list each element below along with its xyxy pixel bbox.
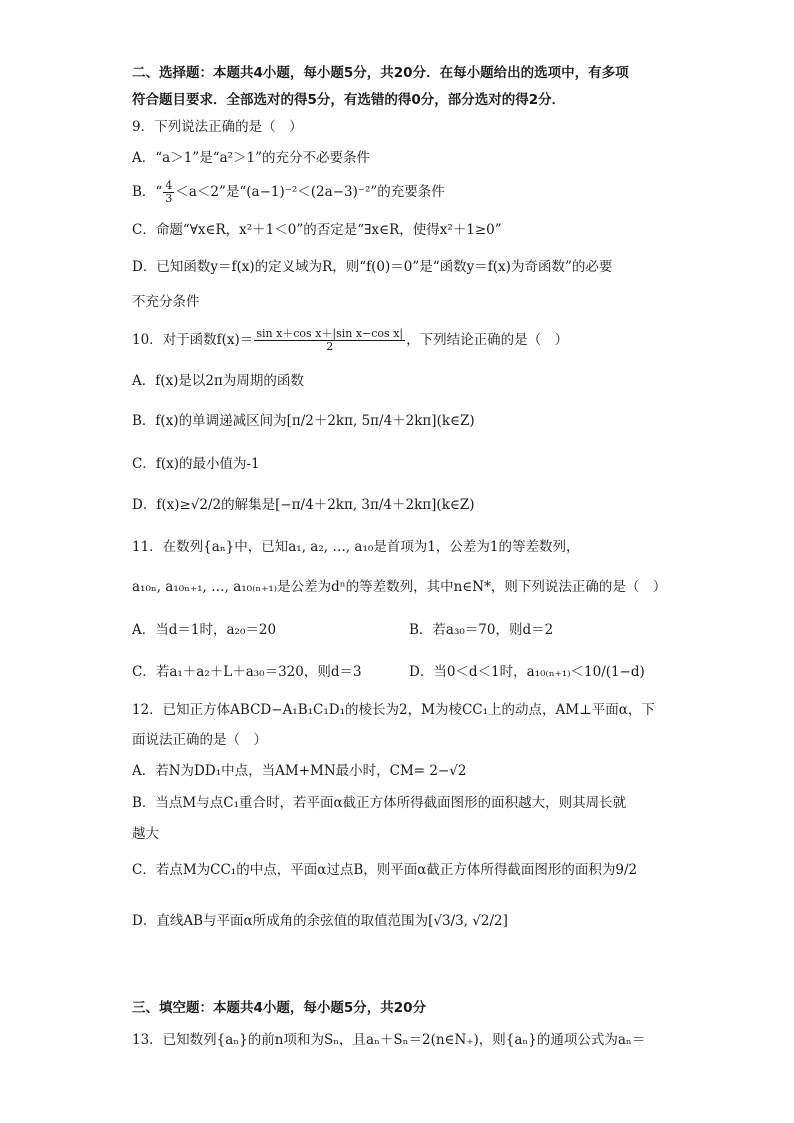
q10-denominator: 2 bbox=[326, 340, 334, 353]
q9-option-c: C．命题“∀x∈R，x²＋1＜0”的否定是“∃x∈R，使得x²＋1≥0” bbox=[132, 222, 502, 238]
q9-option-d-line2: 不充分条件 bbox=[132, 294, 200, 310]
section2-heading-line1: 二、选择题：本题共4小题，每小题5分，共20分．在每小题给出的选项中，有多项 bbox=[132, 65, 629, 81]
q11-option-b: B．若a₃₀＝70，则d＝2 bbox=[409, 622, 554, 638]
q12-option-b-line2: 越大 bbox=[132, 826, 159, 842]
q10-stem bbox=[132, 328, 672, 353]
q11-option-a: A．当d＝1时，a₂₀＝20 bbox=[132, 622, 277, 638]
section2-heading-line2: 符合题目要求．全部选对的得5分，有选错的得0分，部分选对的得2分． bbox=[132, 92, 566, 108]
q11-stem-line1: 11．在数列{aₙ}中，已知a₁, a₂, …, a₁₀是首项为1，公差为1的等差数列， bbox=[132, 539, 580, 555]
q11-stem-line2: a₁₀ₙ, a₁₀ₙ₊₁, …, a₁₀₍ₙ₊₁₎是公差为dⁿ的等差数列，其中n∈N*，则下列说法正确的是（ ） bbox=[132, 579, 667, 595]
q9-option-b bbox=[132, 180, 672, 205]
q9-stem: 9．下列说法正确的是（ ） bbox=[132, 119, 303, 135]
q12-stem-line2: 面说法正确的是（ ） bbox=[132, 732, 267, 748]
q10-option-d: D．f(x)≥√2/2的解集是[−π/4＋2kπ, 3π/4＋2kπ](k∈Z) bbox=[132, 497, 475, 513]
q9-option-b-fraction: $\frac{4}{3}$ bbox=[165, 179, 173, 205]
section3-heading: 三、填空题：本题共4小题，每小题5分，共20分 bbox=[132, 1000, 427, 1016]
q10-function-fraction bbox=[254, 328, 405, 353]
q10-stem-suffix: ，下列结论正确的是（ ） bbox=[406, 332, 569, 348]
q10-option-b: B．f(x)的单调递减区间为[π/2＋2kπ, 5π/4＋2kπ](k∈Z) bbox=[132, 413, 475, 429]
q9-option-b-prefix: B．“ bbox=[132, 184, 163, 200]
q12-option-b-line1: B．当点M与点C₁重合时，若平面α截正方体所得截面图形的面积越大，则其周长就 bbox=[132, 795, 627, 811]
q13-stem: 13．已知数列{aₙ}的前n项和为Sₙ，且aₙ＋Sₙ＝2(n∈N₊)，则{aₙ}的通项公式为aₙ＝ bbox=[132, 1032, 646, 1048]
q12-option-c: C．若点M为CC₁的中点，平面α过点B，则平面α截正方体所得截面图形的面积为9/2 bbox=[132, 862, 638, 878]
q11-option-d: D．当0＜d＜1时，a₁₀₍ₙ₊₁₎＜10/(1−d) bbox=[409, 664, 645, 680]
q10-stem-prefix: 10．对于函数f(x)＝ bbox=[132, 332, 254, 348]
q10-option-a: A．f(x)是以2π为周期的函数 bbox=[132, 373, 304, 389]
q12-option-a: A．若N为DD₁中点，当AM+MN最小时，CM= 2−√2 bbox=[132, 763, 467, 779]
q10-option-c: C．f(x)的最小值为-1 bbox=[132, 456, 260, 472]
q11-option-c: C．若a₁＋a₂＋L＋a₃₀＝320，则d＝3 bbox=[132, 664, 362, 680]
q9-option-a: A．“a＞1”是“a²＞1”的充分不必要条件 bbox=[132, 150, 371, 166]
q9-option-d-line1: D．已知函数y＝f(x)的定义域为R，则“f(0)＝0”是“函数y＝f(x)为奇函数”的必要 bbox=[132, 259, 613, 275]
q10-numerator: sin x＋cos x＋|sin x−cos x| bbox=[256, 327, 404, 340]
q12-stem-line1: 12．已知正方体ABCD−A₁B₁C₁D₁的棱长为2，M为棱CC₁上的动点，AM⊥平面α，下 bbox=[132, 702, 655, 718]
q12-option-d: D．直线AB与平面α所成角的余弦值的取值范围为[√3/3, √2/2] bbox=[132, 913, 508, 929]
q9-option-b-text: ＜a＜2”是“(a−1)⁻²＜(2a−3)⁻²”的充要条件 bbox=[175, 184, 445, 200]
